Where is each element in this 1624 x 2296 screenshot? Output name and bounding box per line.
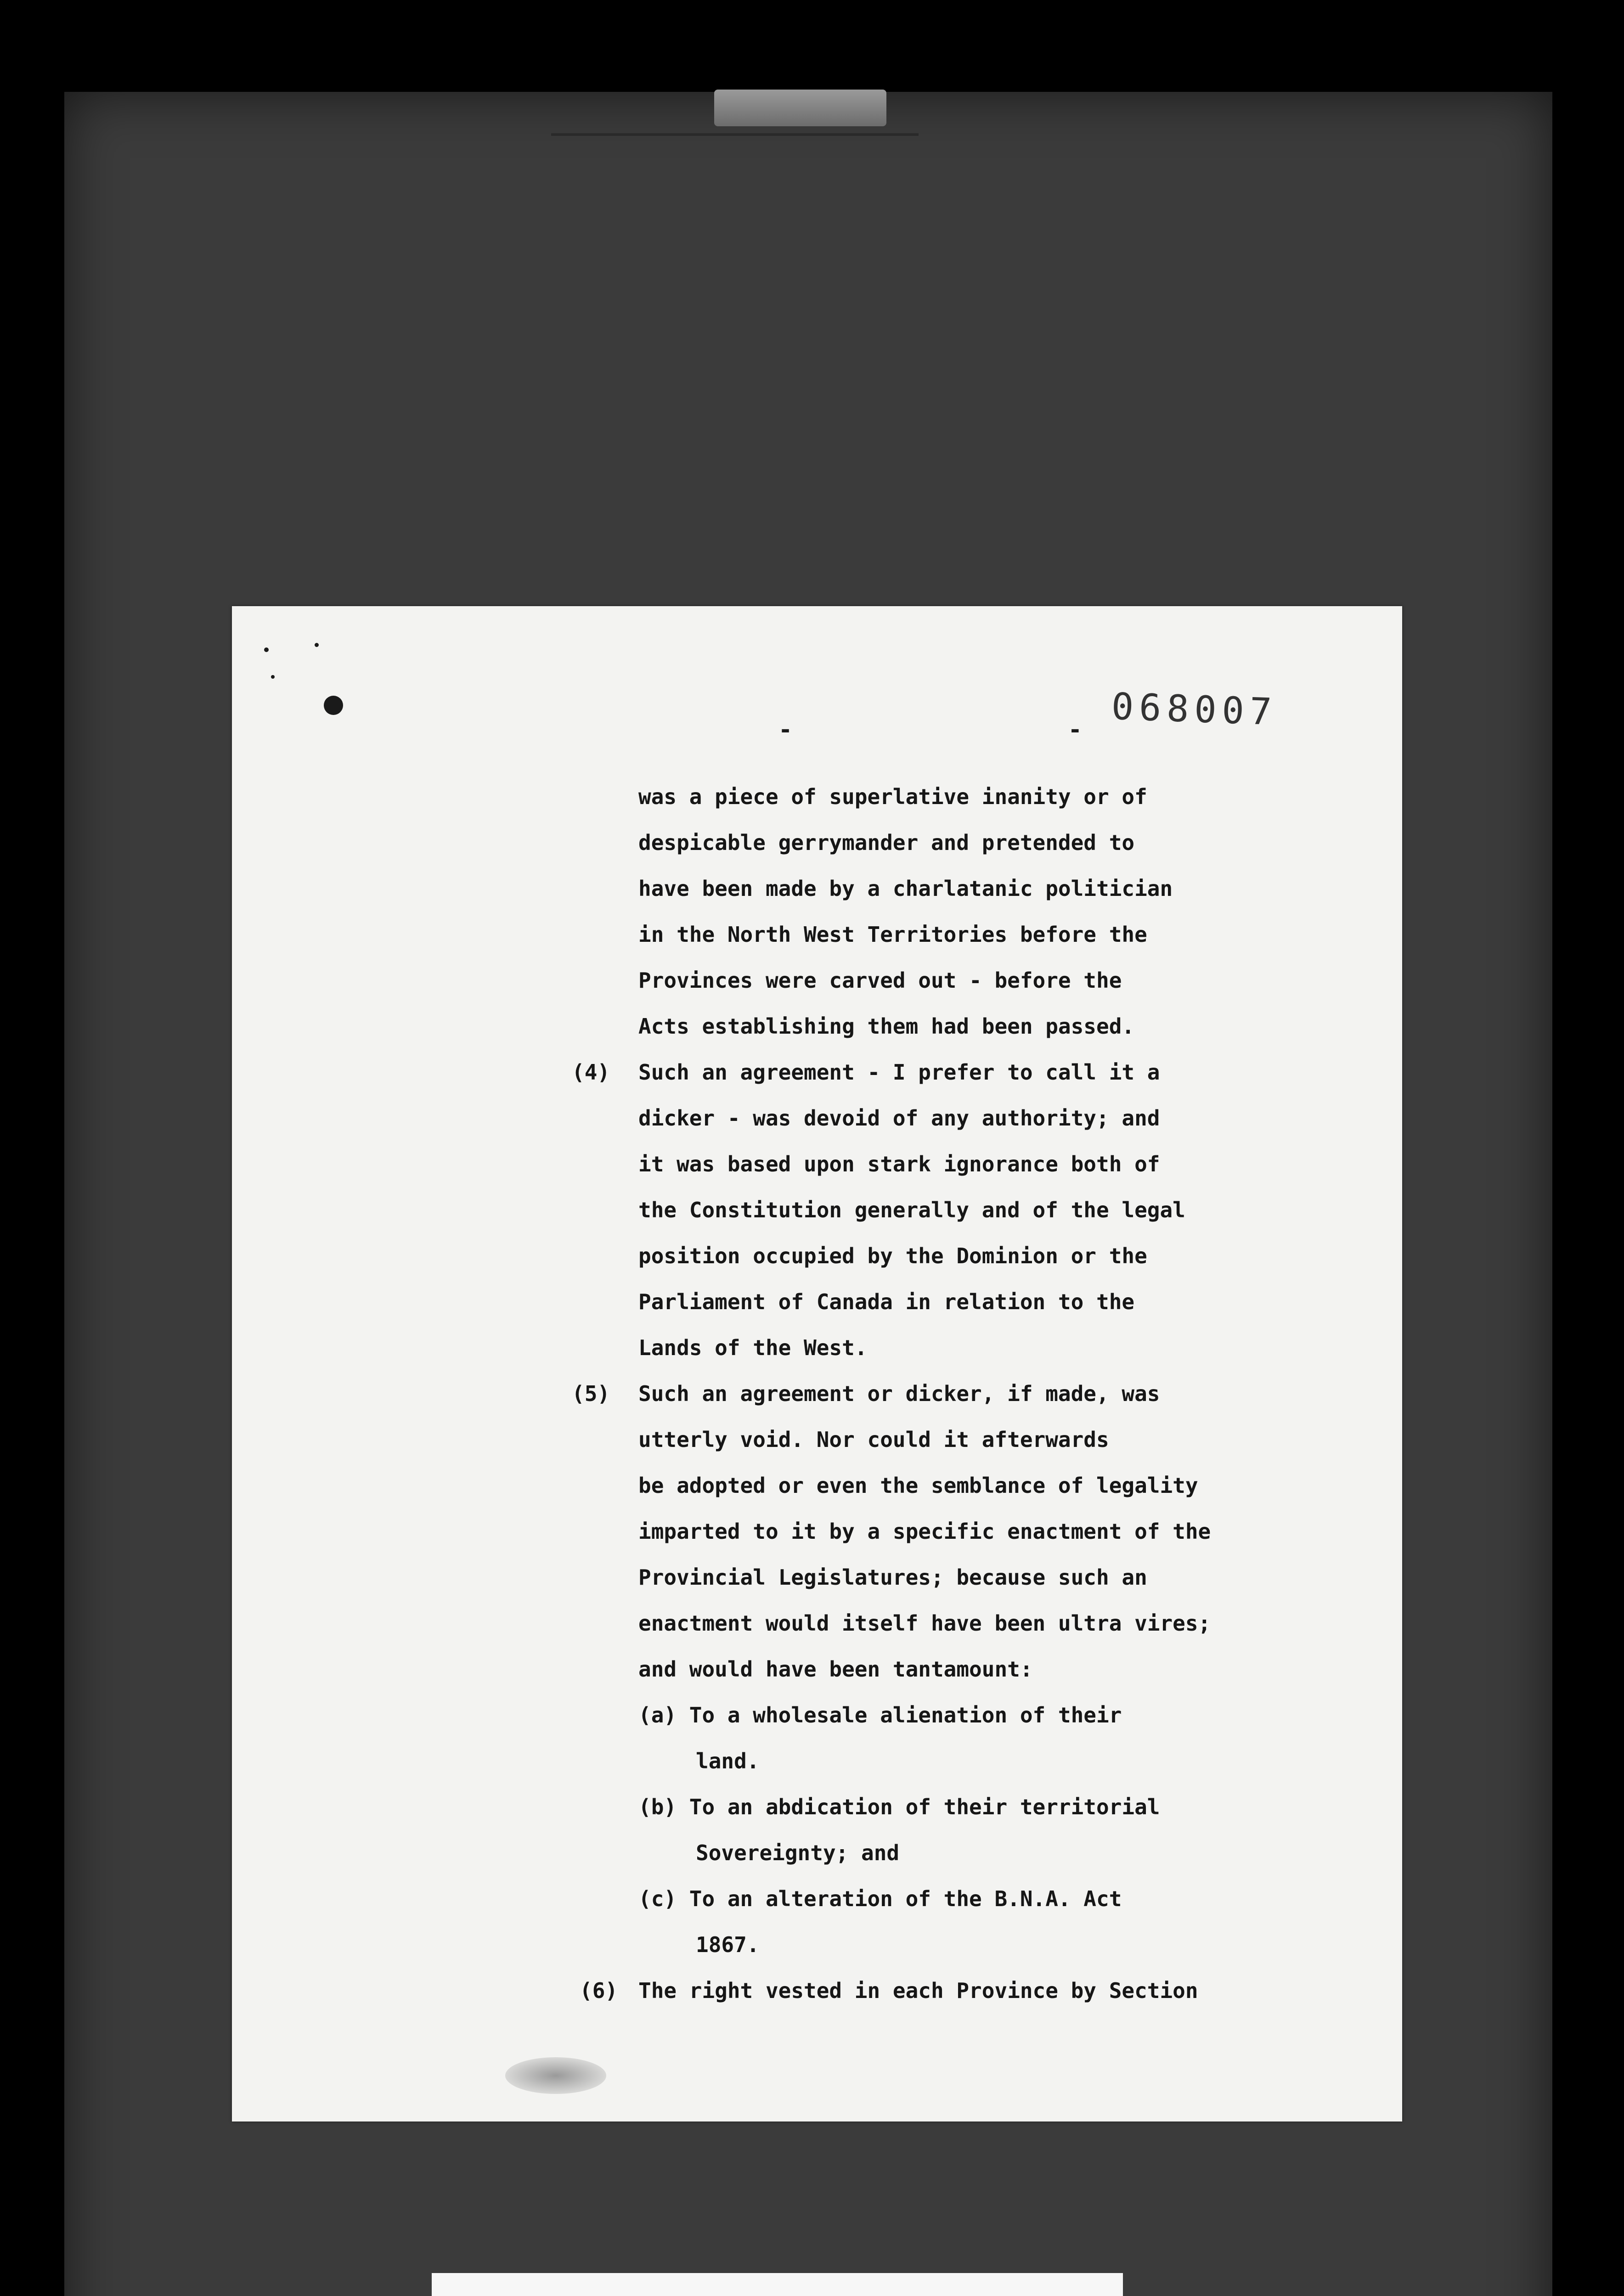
item-number: (6) bbox=[580, 1978, 618, 2003]
text-line: Such an agreement or dicker, if made, was bbox=[638, 1381, 1160, 1406]
text-line: land. bbox=[696, 1749, 760, 1773]
text-line: in the North West Territories before the bbox=[638, 922, 1147, 947]
text-line: despicable gerrymander and pretended to bbox=[638, 830, 1135, 855]
clip bbox=[714, 90, 886, 126]
text-line: Acts establishing them had been passed. bbox=[638, 1014, 1135, 1039]
smudge-mark bbox=[505, 2057, 606, 2094]
typed-text bbox=[232, 606, 1402, 2122]
text-line: it was based upon stark ignorance both of bbox=[638, 1152, 1160, 1176]
text-line: imparted to it by a specific enactment of the bbox=[638, 1519, 1211, 1544]
text-line: The right vested in each Province by Section bbox=[638, 1978, 1198, 2003]
item-number: (4) bbox=[572, 1060, 610, 1085]
text-line: Provinces were carved out - before the bbox=[638, 968, 1122, 993]
text-line: position occupied by the Dominion or the bbox=[638, 1244, 1147, 1268]
text-line: be adopted or even the semblance of legality bbox=[638, 1473, 1198, 1498]
item-number: (5) bbox=[572, 1381, 610, 1406]
document-page bbox=[232, 606, 1402, 2122]
text-line: Such an agreement - I prefer to call it a bbox=[638, 1060, 1160, 1085]
page-number: - - bbox=[778, 716, 1110, 743]
text-line: enactment would itself have been ultra vires; bbox=[638, 1611, 1211, 1636]
text-line: Sovereignty; and bbox=[696, 1840, 900, 1865]
sub-item-line: (b) To an abdication of their territorial bbox=[638, 1795, 1160, 1819]
sub-item-line: (a) To a wholesale alienation of their bbox=[638, 1703, 1122, 1728]
text-line: Lands of the West. bbox=[638, 1335, 868, 1360]
text-line: 1867. bbox=[696, 1932, 760, 1957]
text-line: Provincial Legislatures; because such an bbox=[638, 1565, 1147, 1590]
text-line: the Constitution generally and of the legal bbox=[638, 1198, 1185, 1222]
text-line: utterly void. Nor could it afterwards bbox=[638, 1427, 1109, 1452]
collection-label bbox=[432, 2273, 1123, 2296]
text-line: Parliament of Canada in relation to the bbox=[638, 1289, 1135, 1314]
text-line: was a piece of superlative inanity or of bbox=[638, 784, 1147, 809]
archive-number: 068007 bbox=[1111, 685, 1278, 734]
text-line: dicker - was devoid of any authority; and bbox=[638, 1106, 1160, 1131]
text-line: have been made by a charlatanic politician bbox=[638, 876, 1173, 901]
text-line: and would have been tantamount: bbox=[638, 1657, 1033, 1682]
sub-item-line: (c) To an alteration of the B.N.A. Act bbox=[638, 1886, 1122, 1911]
clip-shadow bbox=[551, 133, 919, 136]
